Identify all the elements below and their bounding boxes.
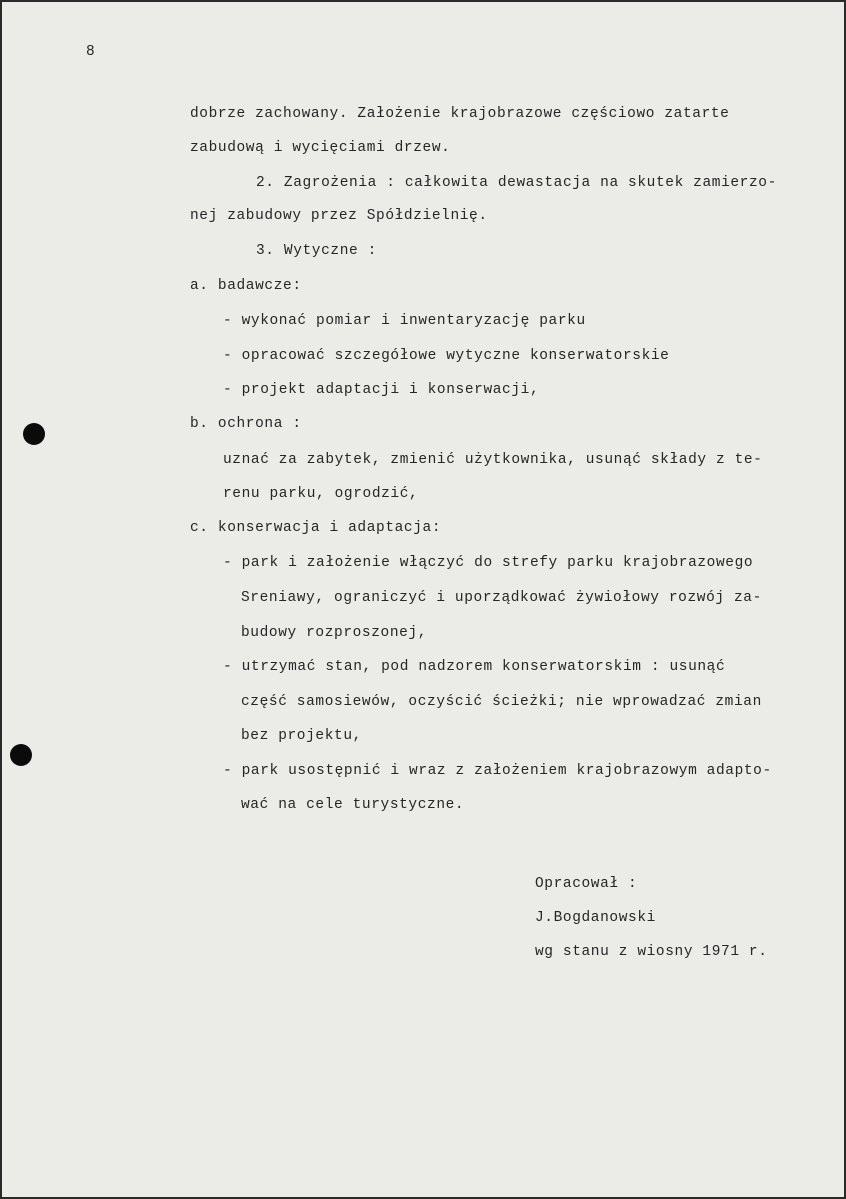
text-line: renu parku, ogrodzić,: [223, 486, 419, 502]
text-line: bez projektu,: [241, 728, 362, 744]
list-item: - park i założenie włączyć do strefy parku krajobrazowego: [223, 555, 754, 571]
text-line: wać na cele turystyczne.: [241, 797, 465, 813]
list-item: - wykonać pomiar i inwentaryzację parku: [223, 313, 586, 329]
prepared-by-label: Opracował :: [535, 876, 638, 892]
text-line: zabudową i wycięciami drzew.: [190, 140, 451, 156]
date-note: wg stanu z wiosny 1971 r.: [535, 944, 768, 960]
text-line: 2. Zagrożenia : całkowita dewastacja na skutek zamierzo-: [256, 175, 777, 191]
list-item: - park usostępnić i wraz z założeniem krajobrazowym adapto-: [223, 763, 772, 779]
list-item: - opracować szczegółowe wytyczne konserwatorskie: [223, 348, 670, 364]
text-line: część samosiewów, oczyścić ścieżki; nie wprowadzać zmian: [241, 694, 762, 710]
punch-hole: [10, 744, 32, 766]
text-line: uznać za zabytek, zmienić użytkownika, usunąć składy z te-: [223, 452, 763, 468]
text-line: Sreniawy, ograniczyć i uporządkować żywiołowy rozwój za-: [241, 590, 762, 606]
document-page: [2, 2, 844, 1197]
text-line: budowy rozproszonej,: [241, 625, 428, 641]
text-line: dobrze zachowany. Założenie krajobrazowe częściowo zatarte: [190, 106, 730, 122]
subsection-heading: a. badawcze:: [190, 278, 302, 294]
page-number: 8: [86, 44, 96, 60]
author-name: J.Bogdanowski: [535, 910, 656, 926]
text-line: nej zabudowy przez Spółdzielnię.: [190, 208, 488, 224]
subsection-heading: c. konserwacja i adaptacja:: [190, 520, 442, 536]
list-item: - projekt adaptacji i konserwacji,: [223, 382, 540, 398]
punch-hole: [23, 423, 45, 445]
list-item: - utrzymać stan, pod nadzorem konserwatorskim : usunąć: [223, 659, 726, 675]
subsection-heading: b. ochrona :: [190, 416, 302, 432]
section-heading: 3. Wytyczne :: [256, 243, 377, 259]
